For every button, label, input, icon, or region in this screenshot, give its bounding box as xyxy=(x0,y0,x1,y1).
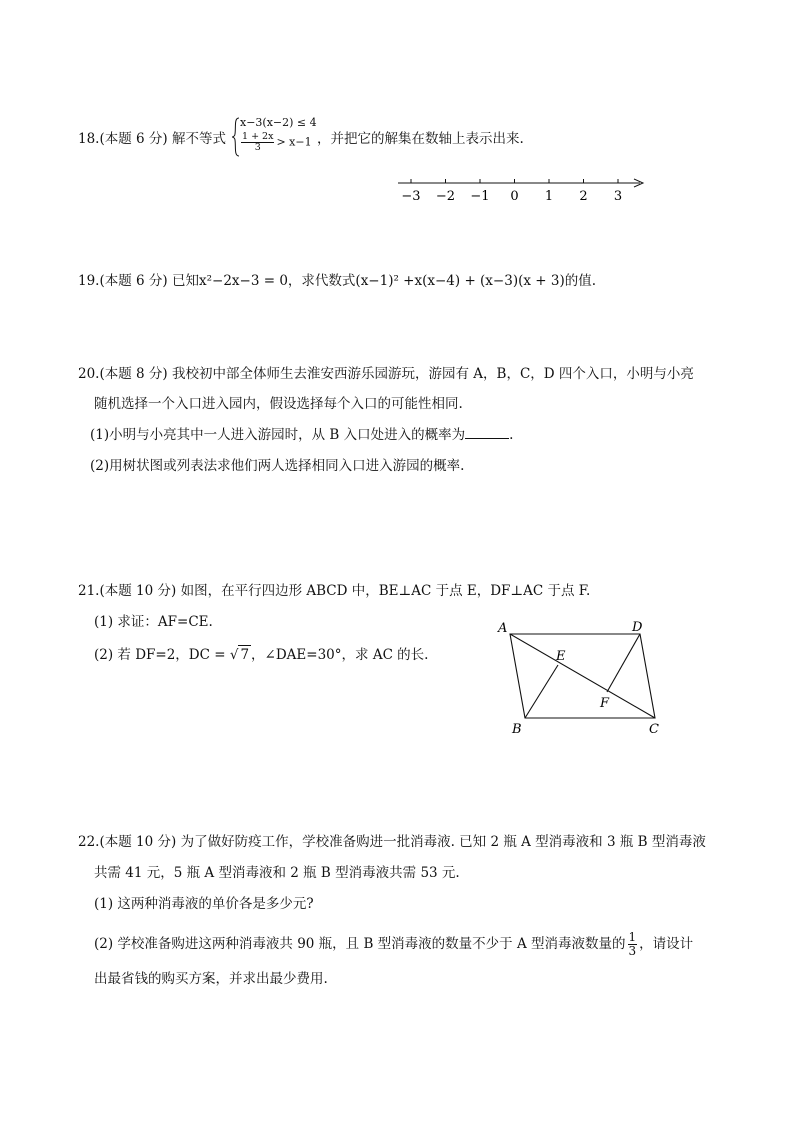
q22-part2: (2) 学校准备购进这两种消毒液共 90 瓶，且 B 型消毒液的数量不少于 A 型消毒液数量的 $\frac{1}{3}$ ，请设计 xyxy=(94,930,694,958)
axis-tick-label: 2 xyxy=(579,189,588,204)
point-label-e: E xyxy=(556,649,566,664)
point-label-b: B xyxy=(512,722,522,737)
q21-line1: 如图，在平行四边形 ABCD 中，BE⊥AC 于点 E，DF⊥AC 于点 F. xyxy=(180,583,591,599)
answer-blank xyxy=(465,426,509,439)
question-number: 18. xyxy=(78,131,100,147)
points-label: (本题 10 分) xyxy=(99,834,177,850)
segment-df xyxy=(607,634,640,692)
q22-stem xyxy=(78,833,706,851)
q21-part1: (1) 求证：AF=CE. xyxy=(94,614,213,630)
point-label-a: A xyxy=(498,621,508,636)
q19-stem xyxy=(78,272,596,290)
points-label: (本题 10 分) xyxy=(99,583,177,599)
q19-text: 已知x²−2x−3 = 0，求代数式(x−1)² +x(x−4) + (x−3)(x + 3)的值. xyxy=(172,273,597,289)
q18-inequality-1: x−3(x−2) ≤ 4 xyxy=(240,116,317,129)
axis-tick-label: 3 xyxy=(613,189,623,204)
q20-stem xyxy=(78,365,694,383)
q22-part1: (1) 这两种消毒液的单价各是多少元? xyxy=(94,896,314,912)
points-label: (本题 6 分) xyxy=(99,273,168,289)
q22-line3: 出最省钱的购买方案，并求出最少费用. xyxy=(94,971,328,987)
q20-line1: 我校初中部全体师生去淮安西游乐园游玩，游园有 A，B，C，D 四个入口，小明与小亮 xyxy=(172,366,694,382)
q18-inequality-2: $\frac{1 + 2x}{3}$ > x−1 xyxy=(242,131,312,153)
q18-lead: 解不等式 xyxy=(172,131,226,147)
point-label-c: C xyxy=(649,722,659,737)
question-number: 22. xyxy=(78,834,100,850)
q22-line2: 共需 41 元，5 瓶 A 型消毒液和 2 瓶 B 型消毒液共需 53 元. xyxy=(94,865,460,881)
number-line xyxy=(396,172,656,212)
points-label: (本题 8 分) xyxy=(99,366,168,382)
axis-tick-label: −3 xyxy=(401,189,421,204)
q18-stem xyxy=(78,130,226,148)
axis-tick-label: −2 xyxy=(435,189,456,204)
fraction-one-third: $\frac{1}{3}$ xyxy=(628,930,637,958)
axis-tick-label: −1 xyxy=(470,189,490,204)
fraction: $\frac{1 + 2x}{3}$ xyxy=(242,131,274,153)
axis-tick-label: 0 xyxy=(510,189,519,204)
q18-tail: ，并把它的解集在数轴上表示出来. xyxy=(317,131,524,147)
q20-part2: (2)用树状图或列表法求他们两人选择相同入口进入游园的概率. xyxy=(90,458,465,474)
question-number: 20. xyxy=(78,366,100,382)
q21-part2: (2) 若 DF=2，DC = √ 7 ，∠DAE=30°，求 AC 的长. xyxy=(94,647,429,663)
axis-tick-label: 1 xyxy=(544,189,554,204)
q21-stem xyxy=(78,582,590,600)
q20-part1: (1)小明与小亮其中一人进入游园时，从 B 入口处进入的概率为 . xyxy=(90,427,514,443)
points-label: (本题 6 分) xyxy=(99,131,168,147)
q20-line2: 随机选择一个入口进入园内，假设选择每个入口的可能性相同. xyxy=(94,396,463,412)
segment-be xyxy=(525,665,558,718)
question-number: 19. xyxy=(78,273,100,289)
parallelogram-figure xyxy=(495,620,675,740)
point-label-d: D xyxy=(632,620,643,635)
point-label-f: F xyxy=(600,696,610,711)
question-number: 21. xyxy=(78,583,100,599)
q22-line1: 为了做好防疫工作，学校准备购进一批消毒液. 已知 2 瓶 A 型消毒液和 3 瓶 B 型消毒液 xyxy=(180,834,706,850)
